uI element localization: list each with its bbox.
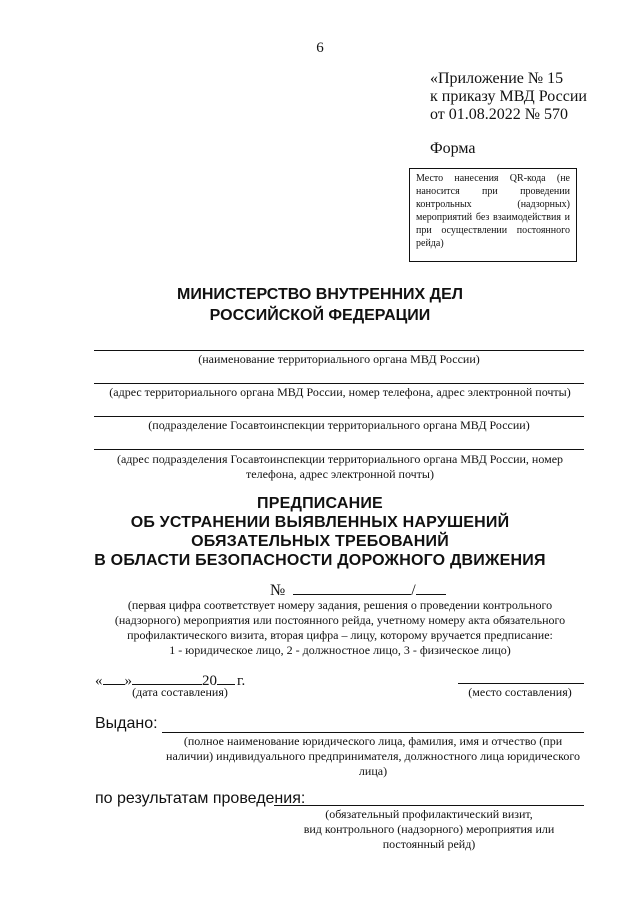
results-label: по результатам проведения: bbox=[95, 790, 306, 807]
issued-label: Выдано: bbox=[95, 715, 158, 732]
results-caption-line-3: постоянный рейд) bbox=[382, 837, 476, 851]
results-caption bbox=[274, 807, 584, 852]
page-number: 6 bbox=[316, 40, 324, 56]
title-line-3: ОБЯЗАТЕЛЬНЫХ ТРЕБОВАНИЙ bbox=[191, 533, 449, 550]
ministry-heading bbox=[0, 284, 640, 326]
document-title bbox=[0, 494, 640, 570]
subdivision-address-line[interactable] bbox=[94, 449, 584, 450]
issued-caption bbox=[160, 734, 586, 779]
territorial-address-line[interactable] bbox=[94, 383, 584, 384]
appendix-line-2: к приказу МВД России bbox=[430, 88, 587, 105]
territorial-name-caption: (наименование территориального органа МВД России) bbox=[198, 352, 480, 366]
issued-caption-line-1: (полное наименование юридического лица, фамилия, имя и отчество (при bbox=[183, 734, 563, 748]
subdivision-line[interactable] bbox=[94, 416, 584, 417]
territorial-name-line[interactable] bbox=[94, 350, 584, 351]
date-year-suffix: г. bbox=[237, 673, 246, 689]
number-slash: / bbox=[411, 582, 416, 599]
territorial-address-caption: (адрес территориального органа МВД России, номер телефона, адрес электронной почты) bbox=[109, 385, 571, 399]
form-label: Форма bbox=[430, 140, 476, 157]
qr-code-placeholder-box bbox=[409, 168, 577, 262]
subdivision-address-caption-line-2: телефона, адрес электронной почты) bbox=[246, 467, 434, 481]
issued-caption-line-3: лица) bbox=[358, 764, 388, 778]
title-line-4: В ОБЛАСТИ БЕЗОПАСНОСТИ ДОРОЖНОГО ДВИЖЕНИЯ bbox=[94, 552, 546, 569]
number-field-first[interactable] bbox=[293, 580, 411, 595]
ministry-line-2: РОССИЙСКОЙ ФЕДЕРАЦИИ bbox=[209, 307, 431, 324]
appendix-line-3: от 01.08.2022 № 570 bbox=[430, 106, 569, 123]
number-caption-line-4: 1 - юридическое лицо, 2 - должностное лицо, 3 - физическое лицо) bbox=[169, 643, 511, 657]
date-year-prefix: 20 bbox=[202, 673, 217, 689]
issued-line[interactable] bbox=[162, 732, 584, 733]
title-line-2: ОБ УСТРАНЕНИИ ВЫЯВЛЕННЫХ НАРУШЕНИЙ bbox=[130, 514, 510, 531]
number-caption-line-3: профилактического визита, вторая цифра – лицу, которому вручается предписание: bbox=[127, 628, 553, 642]
place-caption: (место составления) bbox=[468, 685, 572, 699]
date-day-field[interactable] bbox=[103, 670, 125, 685]
results-caption-line-1: (обязательный профилактический визит, bbox=[325, 807, 533, 821]
number-caption-line-2: (надзорного) мероприятия или постоянного рейда, учетному номеру акта обязательного bbox=[114, 613, 566, 627]
issued-caption-line-2: наличии) индивидуального предпринимателя, должностного лица юридического bbox=[166, 749, 580, 763]
date-year-field[interactable] bbox=[217, 670, 235, 685]
subdivision-caption: (подразделение Госавтоинспекции территориального органа МВД России) bbox=[148, 418, 530, 432]
date-month-field[interactable] bbox=[132, 670, 202, 685]
place-line[interactable] bbox=[458, 683, 584, 684]
ministry-line-1: МИНИСТЕРСТВО ВНУТРЕННИХ ДЕЛ bbox=[177, 286, 463, 303]
number-caption-line-1: (первая цифра соответствует номеру задания, решения о проведении контрольного bbox=[127, 598, 553, 612]
date-caption: (дата составления) bbox=[132, 685, 228, 699]
appendix-line-1: «Приложение № 15 bbox=[430, 70, 564, 87]
number-field-second[interactable] bbox=[416, 580, 446, 595]
results-line[interactable] bbox=[274, 805, 584, 806]
subdivision-address-caption-line-1: (адрес подразделения Госавтоинспекции территориального органа МВД России, номер bbox=[116, 452, 564, 466]
number-sign: № bbox=[270, 582, 286, 599]
date-open-quote: « bbox=[95, 673, 103, 689]
results-caption-line-2: вид контрольного (надзорного) мероприятия или bbox=[303, 822, 555, 836]
appendix-header bbox=[430, 70, 587, 124]
qr-note-text: Место нанесения QR-кода (не наносится при проведении контрольных (надзорных) мероприятий без взаимодействия и при осуществлении постоянного рейда) bbox=[416, 173, 570, 249]
document-number-row bbox=[270, 580, 446, 600]
date-close-quote: » bbox=[124, 673, 132, 689]
title-line-1: ПРЕДПИСАНИЕ bbox=[257, 495, 383, 512]
subdivision-address-caption bbox=[70, 452, 610, 482]
number-caption bbox=[90, 598, 590, 658]
